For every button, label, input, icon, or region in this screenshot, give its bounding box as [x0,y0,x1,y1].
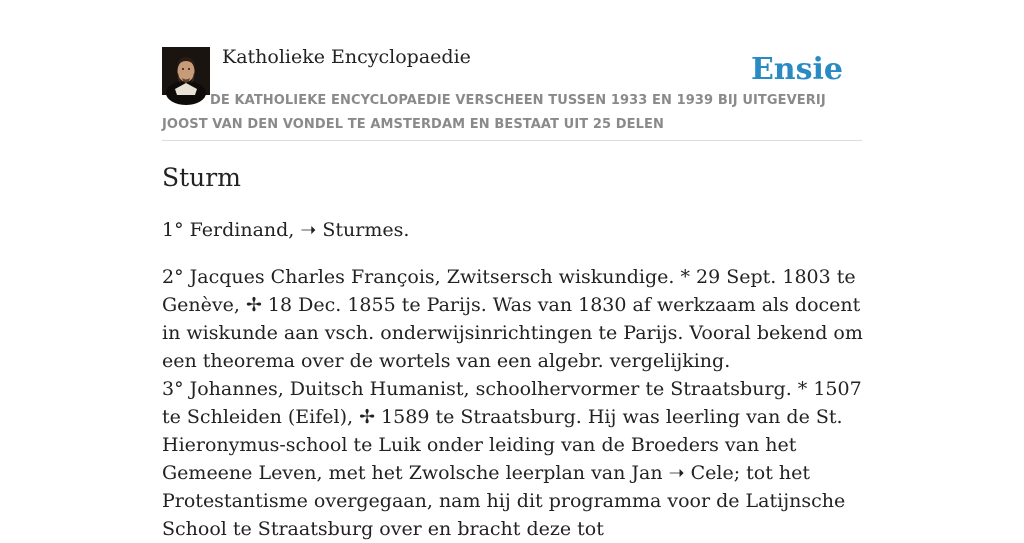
source-title-link[interactable]: Katholieke Encyclopaedie [222,46,471,68]
source-description: DE KATHOLIEKE ENCYCLOPAEDIE VERSCHEEN TUSSEN 1933 EN 1939 BIJ UITGEVERIJ JOOST VAN DEN VONDEL TE AMSTERDAM EN BESTAAT UIT 25 DELEN [162,93,826,132]
site-header [162,44,862,141]
paragraph-3-suffix: ; tot het Protestantisme overgegaan, nam hij dit programma voor de Latijnsche School te Straatsburg over en bracht deze tot [162,462,846,540]
article [162,160,867,543]
portrait-avatar[interactable] [162,47,210,95]
link-sturmes[interactable]: Sturmes [322,219,404,241]
paragraph-3-prefix: 3° Johannes, Duitsch Humanist, schoolhervormer te Straatsburg. * 1507 te Schleiden (Eifel), ✢ 1589 te Straatsburg. Hij was leerling van de St. Hieronymus-school te Luik onder leiding van de Broeders van het Gemeene Leven, met het Zwolsche leerplan van Jan [162,378,862,484]
paragraph-1-prefix: 1° Ferdinand, [162,219,301,241]
paragraph-1-suffix: . [403,219,410,241]
paragraph-2: 2° Jacques Charles François, Zwitsersch wiskundige. * 29 Sept. 1803 te Genève, ✢ 18 Dec. 1855 te Parijs. Was van 1830 af werkzaam als docent in wiskunde aan vsch. onderwijsinrichtingen te Parijs. Vooral bekend om een theorema over de wortels van een algebr. vergelijking. [162,266,863,372]
paragraph-3 [162,375,867,543]
paragraph-1 [162,216,867,244]
arrow-icon: ➝ [668,462,685,484]
arrow-icon: ➝ [300,219,317,241]
link-cele[interactable]: Cele [690,462,734,484]
portrait-icon [162,47,210,95]
article-title: Sturm [162,163,241,192]
brand-logo[interactable]: Ensie [750,52,843,87]
